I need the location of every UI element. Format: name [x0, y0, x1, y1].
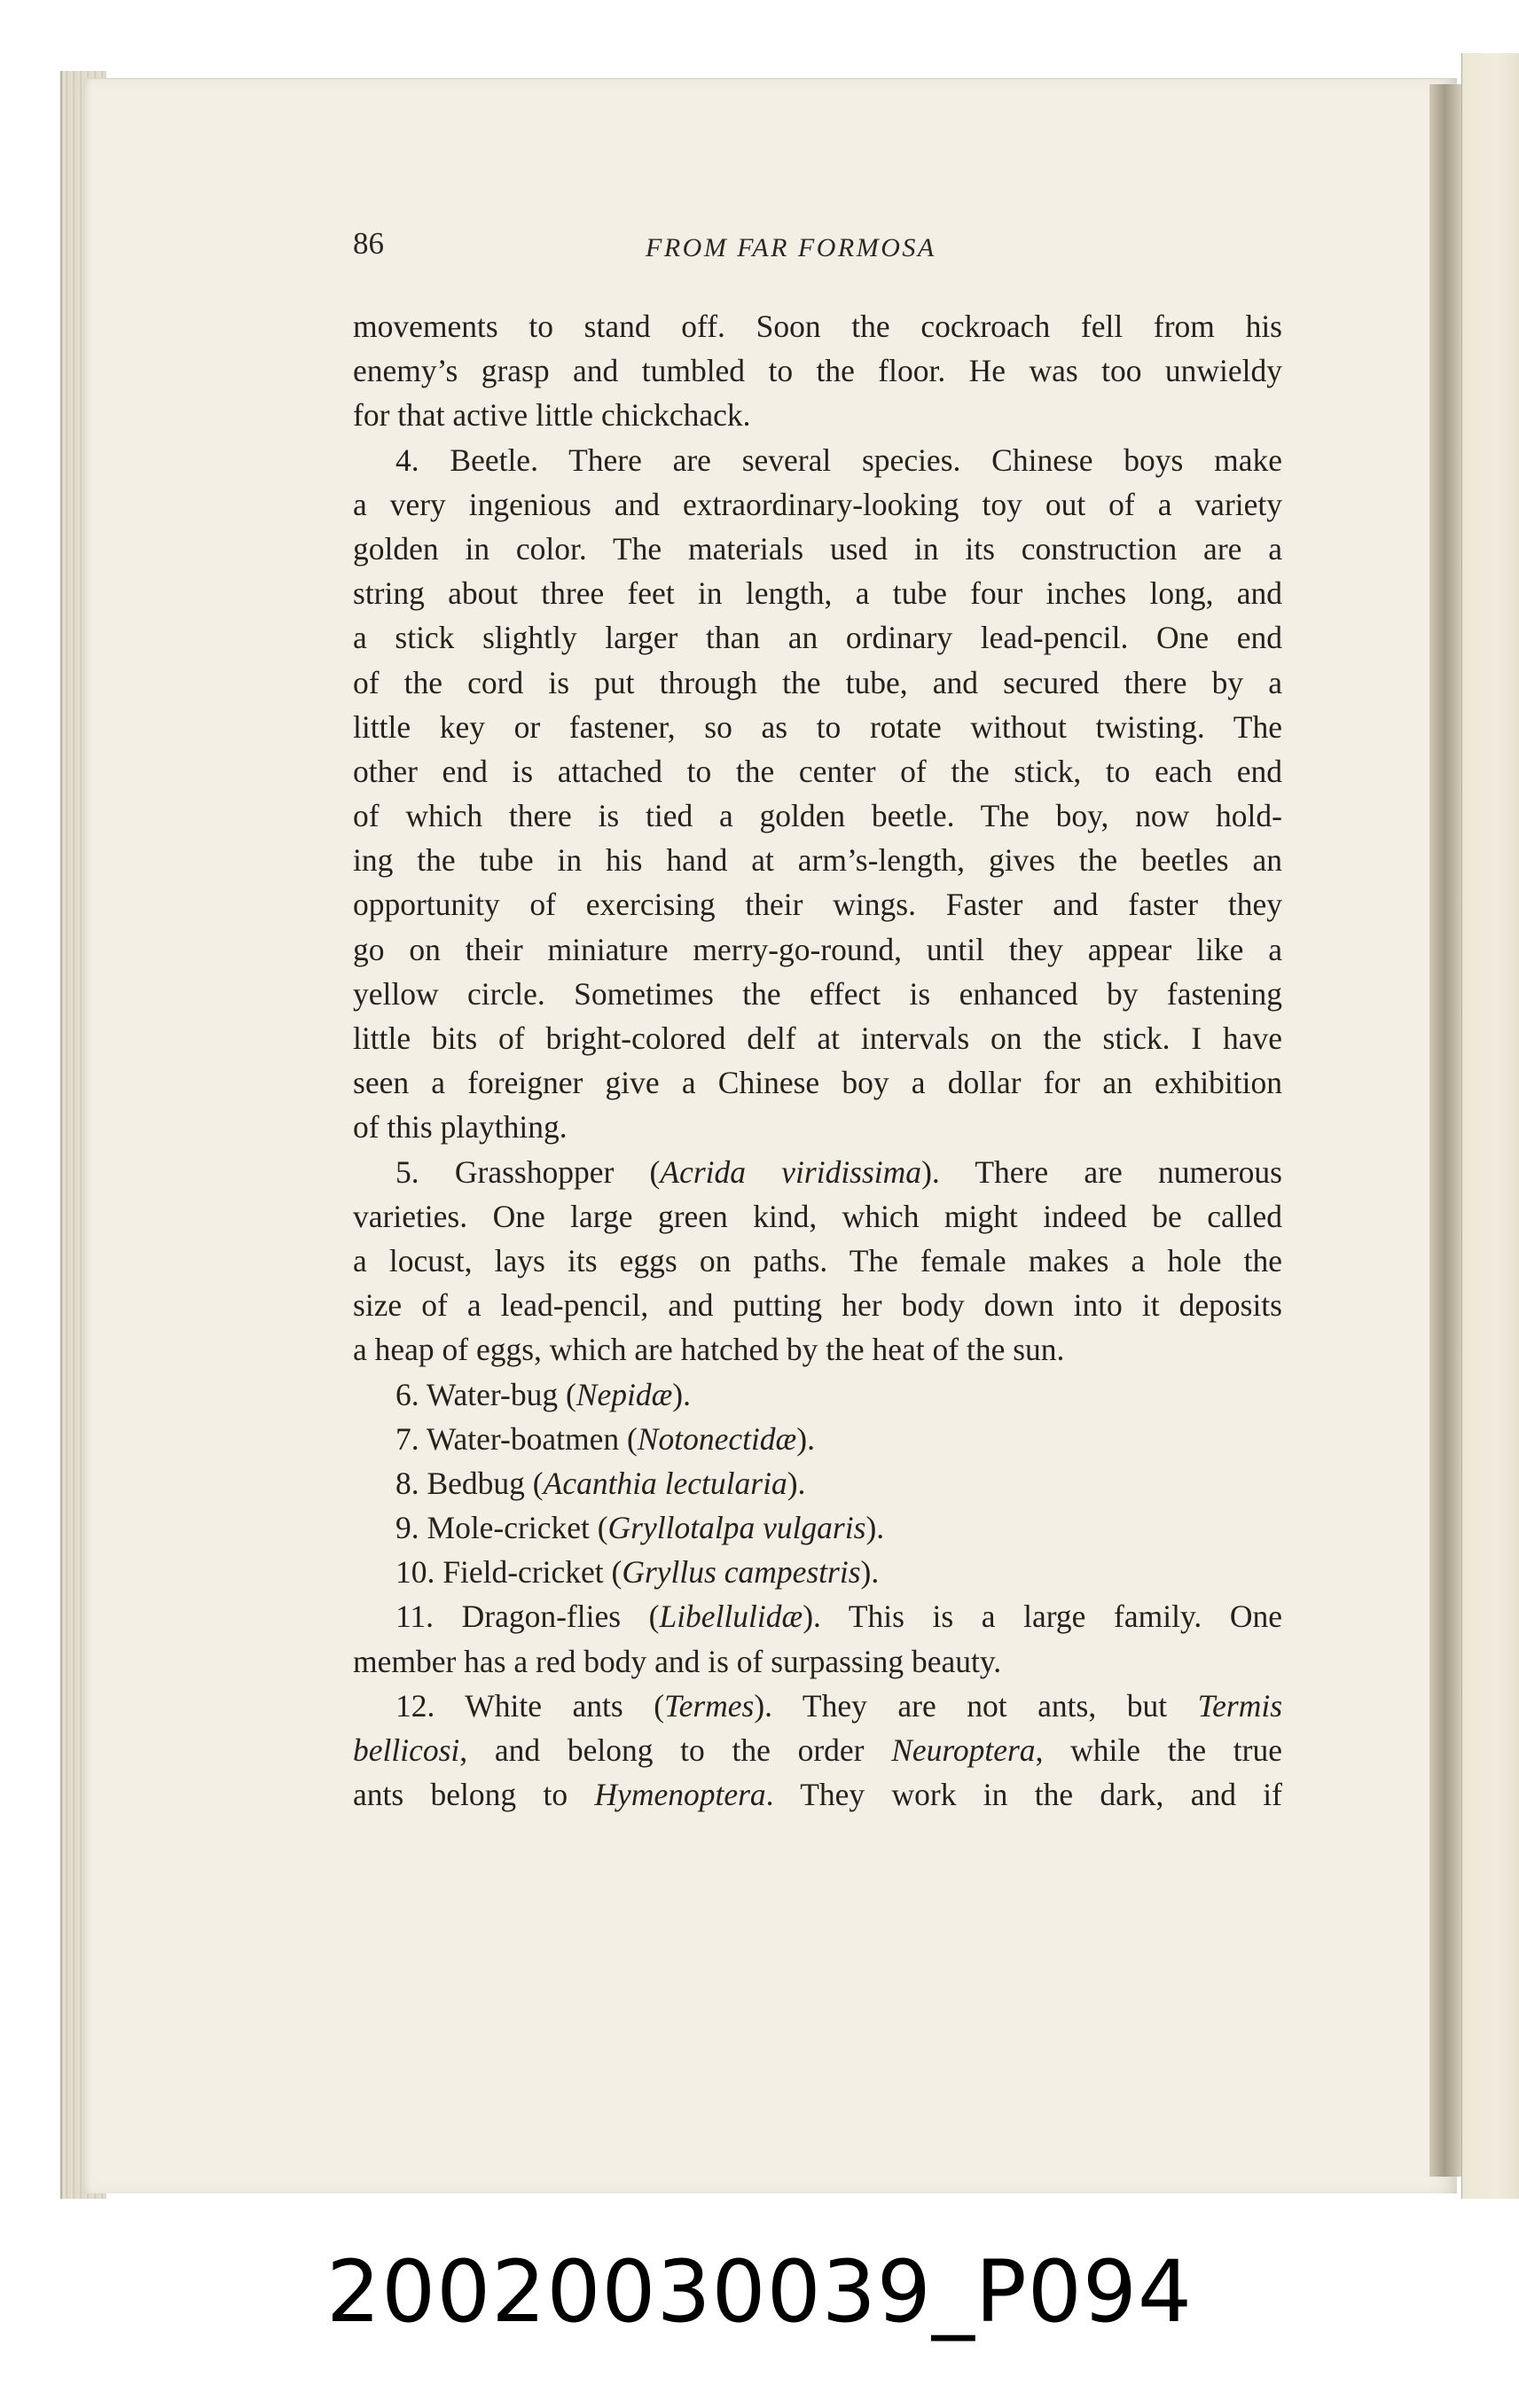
text-line: 7. Water-boatmen (Notonectidæ).: [395, 1420, 815, 1457]
page-number: 86: [353, 226, 384, 261]
text-line: 12. White ants (Termes). They are not ants, but Termis: [395, 1687, 1283, 1724]
body-text: [353, 304, 1282, 1817]
text-line: yellow circle. Sometimes the effect is enhanced by fastening: [353, 975, 1282, 1012]
text-line: of the cord is put through the tube, and secured there by a: [353, 664, 1282, 700]
text-line: bellicosi, and belong to the order Neuroptera, while the true: [353, 1732, 1282, 1768]
text-line: 10. Field-cricket (Gryllus campestris).: [395, 1554, 880, 1591]
text-line: ing the tube in his hand at arm’s-length, gives the beetles an: [353, 842, 1282, 879]
text-line: a locust, lays its eggs on paths. The female makes a hole the: [353, 1242, 1282, 1278]
book-gutter: [1429, 84, 1463, 2177]
text-line: movements to stand off. Soon the cockroach fell from his: [353, 309, 1282, 344]
text-line: string about three feet in length, a tube four inches long, and: [353, 575, 1282, 612]
facing-page-edge: [1461, 53, 1519, 2199]
text-line: little key or fastener, so as to rotate without twisting. The: [353, 708, 1282, 745]
text-line: 5. Grasshopper (Acrida viridissima). There are numerous: [395, 1153, 1282, 1190]
running-head: [0, 226, 1519, 270]
text-line: of which there is tied a golden beetle. The boy, now hold-: [353, 798, 1282, 834]
text-line: for that active little chickchack.: [353, 397, 751, 434]
text-line: a stick slightly larger than an ordinary lead-pencil. One end: [353, 620, 1282, 656]
text-line: of this plaything.: [353, 1109, 568, 1145]
text-line: golden in color. The materials used in its construction are a: [353, 530, 1282, 567]
running-title: FROM FAR FORMOSA: [646, 233, 936, 262]
text-line: a very ingenious and extraordinary-looking toy out of a variety: [353, 486, 1282, 522]
text-line: member has a red body and is of surpassing beauty.: [353, 1643, 1002, 1679]
text-line: a heap of eggs, which are hatched by the heat of the sun.: [353, 1332, 1065, 1368]
text-line: seen a foreigner give a Chinese boy a dollar for an exhibition: [353, 1065, 1282, 1101]
text-line: opportunity of exercising their wings. Faster and faster they: [353, 887, 1282, 923]
text-line: size of a lead-pencil, and putting her body down into it deposits: [353, 1287, 1282, 1324]
catalog-id: 20020030039_P094: [326, 2242, 1193, 2342]
text-line: 8. Bedbug (Acanthia lectularia).: [395, 1465, 806, 1501]
text-line: 4. Beetle. There are several species. Chinese boys make: [395, 442, 1282, 478]
text-line: enemy’s grasp and tumbled to the floor. He was too unwieldy: [353, 353, 1282, 389]
text-line: go on their miniature merry-go-round, until they appear like a: [353, 931, 1282, 967]
text-line: little bits of bright-colored delf at intervals on the stick. I have: [353, 1020, 1282, 1056]
text-line: varieties. One large green kind, which might indeed be called: [353, 1198, 1282, 1234]
text-line: ants belong to Hymenoptera. They work in the dark, and if: [353, 1777, 1282, 1813]
text-line: other end is attached to the center of the stick, to each end: [353, 753, 1282, 789]
text-line: 9. Mole-cricket (Gryllotalpa vulgaris).: [395, 1510, 885, 1546]
text-line: 6. Water-bug (Nepidæ).: [395, 1376, 691, 1412]
text-line: 11. Dragon-flies (Libellulidæ). This is a large family. One: [395, 1599, 1282, 1635]
